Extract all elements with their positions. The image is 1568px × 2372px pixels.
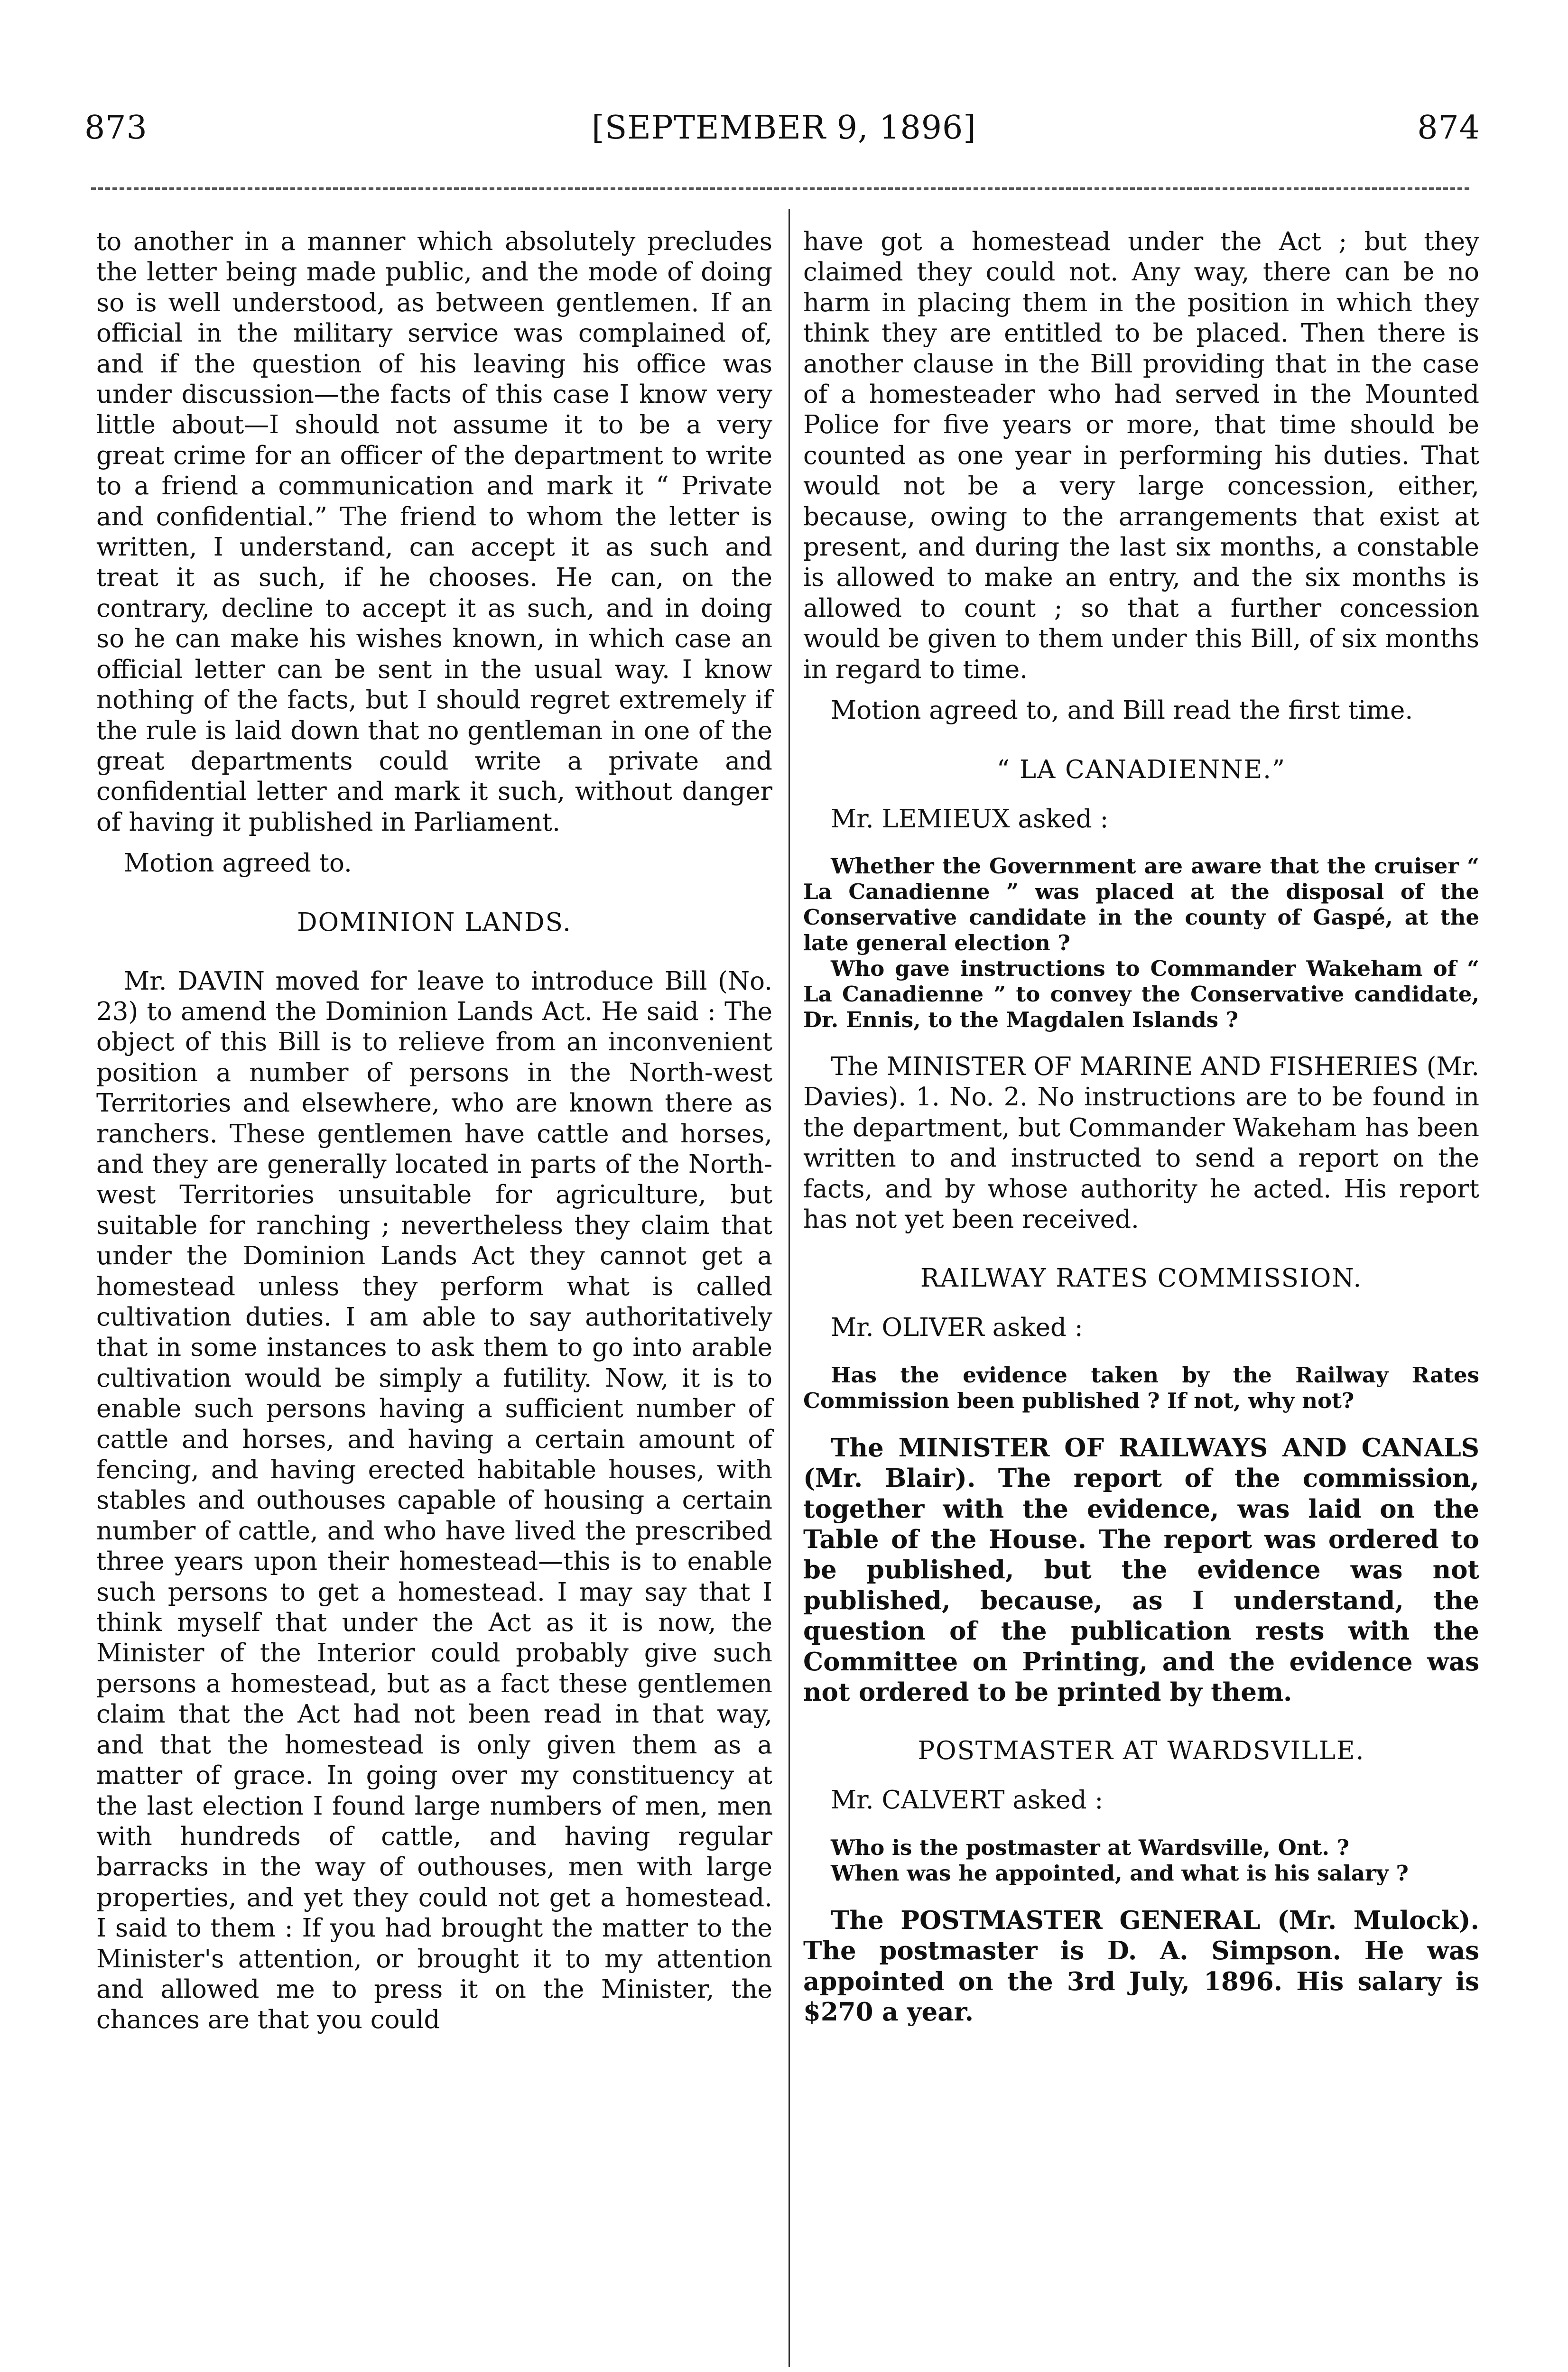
- column-divider: [789, 209, 790, 2367]
- right-page-number: 874: [1417, 109, 1480, 147]
- minister-marine-answer: The MINISTER OF MARINE AND FISHERIES (Mr. Davies). 1. No. 2. No instructions are to be found in the department, but Commander Wakeham has been written to and instructed to send a report on the facts, and by whose authority he acted. His report has not yet been received.: [803, 1052, 1479, 1234]
- left-page-number: 873: [84, 109, 148, 147]
- right-column: [803, 227, 1479, 2027]
- section-heading-la-canadienne: “ LA CANADIENNE.”: [996, 755, 1286, 784]
- left-column: [96, 227, 772, 2036]
- postmaster-general-answer: The POSTMASTER GENERAL (Mr. Mulock). The postmaster is D. A. Simpson. He was appointed on the 3rd July, 1896. His salary is $270 a year.: [803, 1905, 1479, 2027]
- first-reading-motion: Motion agreed to, and Bill read the first time.: [831, 696, 1413, 725]
- davin-speech-continued: have got a homestead under the Act ; but they claimed they could not. Any way, there can be no harm in placing them in the position in which they think they are entitled to be placed. Then there is another clause in the Bill providing that in the case of a homesteader who had served in the Mounted Police for five years or more, that time should be counted as one year in performing his duties. That would not be a very large concession, either, because, owing to the arrangements that exist at present, and during the last six months, a constable is allowed to make an entry, and the six months is allowed to count ; so that a further concession would be given to them under this Bill, of six months in regard to time.: [803, 227, 1479, 684]
- motion-agreed: Motion agreed to.: [124, 849, 352, 878]
- page-header: [0, 109, 1568, 166]
- section-heading-dominion-lands: DOMINION LANDS.: [297, 908, 572, 937]
- question-paragraph: Who gave instructions to Commander Wakeham of “ La Canadienne ” to convey the Conservative candidate, Dr. Ennis, to the Magdalen Islands ?: [803, 955, 1479, 1032]
- question-paragraph: When was he appointed, and what is his salary ?: [831, 1860, 1409, 1886]
- question-paragraph: Has the evidence taken by the Railway Rates Commission been published ? If not, why not?: [803, 1362, 1479, 1413]
- speech-continuation: to another in a manner which absolutely precludes the letter being made public, and the mode of doing so is well understood, as between gentlemen. If an official in the military service was complained of, and if the question of his leaving his office was under discussion—the facts of this case I know very little about—I should not assume it to be a very great crime for an officer of the department to write to a friend a communication and mark it “ Private and confidential.” The friend to whom the letter is written, I understand, can accept it as such and treat it as such, if he chooses. He can, on the contrary, decline to accept it as such, and in doing so he can make his wishes known, in which case an official letter can be sent in the usual way. I know nothing of the facts, but I should regret extremely if the rule is laid down that no gentleman in one of the great departments could write a private and confidential letter and mark it such, without danger of having it published in Parliament.: [96, 227, 772, 837]
- header-date: [SEPTEMBER 9, 1896]: [592, 109, 976, 147]
- header-rule: [91, 187, 1469, 190]
- minister-railways-answer: The MINISTER OF RAILWAYS AND CANALS (Mr. Blair). The report of the commission, together with the evidence, was laid on the Table of the House. The report was ordered to be published, but the evidence was not published, because, as I understand, the question of the publication rests with the Committee on Printing, and the evidence was not ordered to be printed by them.: [803, 1433, 1479, 1707]
- lemieux-asked: Mr. LEMIEUX asked :: [831, 804, 1109, 834]
- oliver-asked: Mr. OLIVER asked :: [831, 1313, 1083, 1343]
- question-paragraph: Who is the postmaster at Wardsville, Ont. ?: [831, 1835, 1350, 1860]
- davin-speech: Mr. DAVIN moved for leave to introduce Bill (No. 23) to amend the Dominion Lands Act. He said : The object of this Bill is to relieve from an inconvenient position a number of persons in the North-west Territories and elsewhere, who are known there as ranchers. These gentlemen have cattle and horses, and they are generally located in parts of the North-west Territories unsuitable for agriculture, but suitable for ranching ; nevertheless they claim that under the Dominion Lands Act they cannot get a homestead unless they perform what is called cultivation duties. I am able to say authoritatively that in some instances to ask them to go into arable cultivation would be simply a futility. Now, it is to enable such persons having a sufficient number of cattle and horses, and having a certain amount of fencing, and having erected habitable houses, with stables and outhouses capable of housing a certain number of cattle, and who have lived the prescribed three years upon their homestead—this is to enable such persons to get a homestead. I may say that I think myself that under the Act as it is now, the Minister of the Interior could probably give such persons a homestead, but as a fact these gentlemen claim that the Act had not been read in that way, and that the homestead is only given them as a matter of grace. In going over my constituency at the last election I found large numbers of men, men with hundreds of cattle, and having regular barracks in the way of outhouses, men with large properties, and yet they could not get a homestead. I said to them : If you had brought the matter to the Minister's attention, or brought it to my attention and allowed me to press it on the Minister, the chances are that you could: [96, 966, 772, 2035]
- section-heading-postmaster-wardsville: POSTMASTER AT WARDSVILLE.: [918, 1736, 1365, 1766]
- section-heading-railway-rates: RAILWAY RATES COMMISSION.: [920, 1264, 1363, 1293]
- question-paragraph: Whether the Government are aware that the cruiser “ La Canadienne ” was placed at the disposal of the Conservative candidate in the county of Gaspé, at the late general election ?: [803, 853, 1479, 955]
- calvert-asked: Mr. CALVERT asked :: [831, 1786, 1104, 1815]
